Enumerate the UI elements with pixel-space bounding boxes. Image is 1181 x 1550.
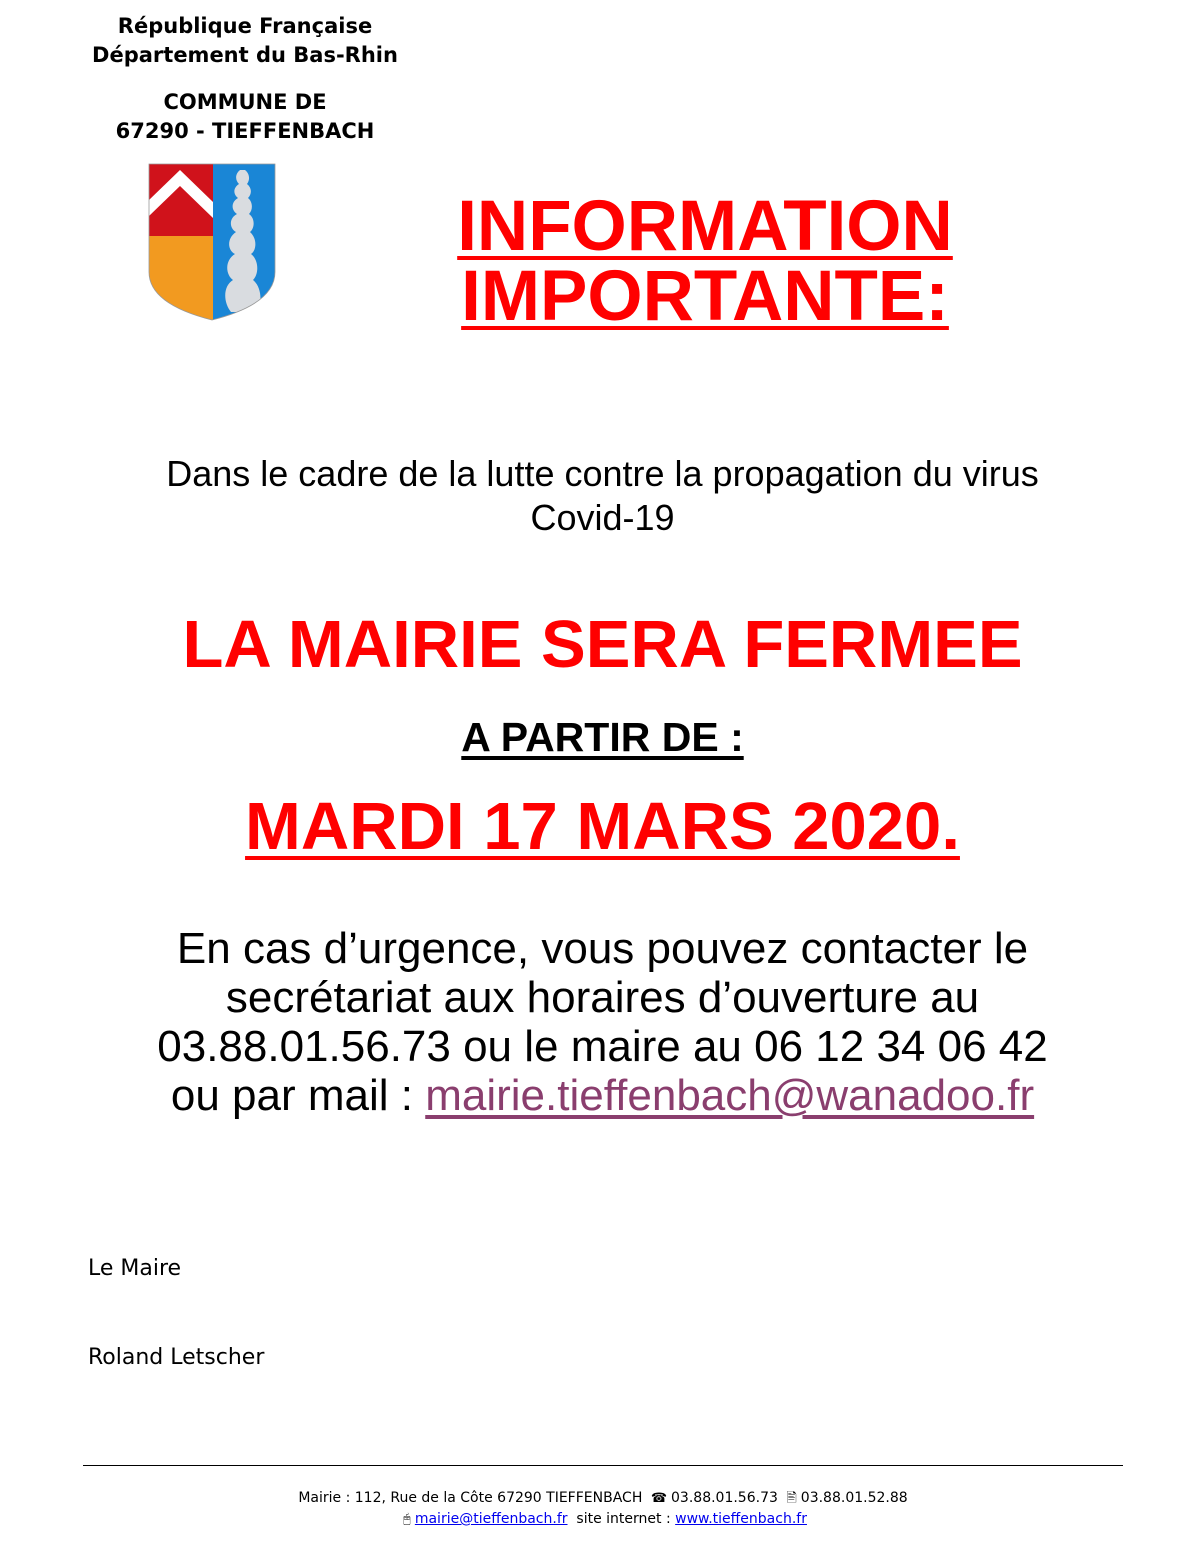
coat-of-arms-icon (147, 162, 277, 322)
contact-line-3: 03.88.01.56.73 ou le maire au 06 12 34 06 42 (157, 1022, 1048, 1071)
footer-line-2 (83, 1509, 1123, 1530)
intro-line-1: Dans le cadre de la lutte contre la propagation du virus (166, 453, 1039, 494)
intro-line-2: Covid-19 (530, 497, 675, 538)
closure-headline: LA MAIRIE SERA FERMEE (182, 607, 1023, 682)
intro-paragraph (60, 452, 1145, 540)
header-republic: République Française (117, 14, 373, 38)
signature-role: Le Maire (88, 1256, 182, 1281)
contact-email-link[interactable]: mairie.tieffenbach@wanadoo.fr (425, 1071, 1035, 1120)
footer-fax: 03.88.01.52.88 (800, 1490, 908, 1506)
header-commune-name: 67290 - TIEFFENBACH (115, 119, 375, 143)
header-commune-label: COMMUNE DE (163, 90, 327, 114)
closure-date (60, 785, 1145, 869)
contact-line-2: secrétariat aux horaires d’ouverture au (225, 973, 980, 1022)
footer-divider (83, 1465, 1123, 1466)
footer-email-link[interactable]: mairie@tieffenbach.fr (414, 1511, 568, 1527)
from-label (60, 712, 1145, 762)
title-line-2: IMPORTANTE: (461, 257, 949, 336)
signature-name: Roland Letscher (88, 1345, 265, 1370)
footer-phone: 03.88.01.56.73 (671, 1490, 778, 1506)
footer-address: Mairie : 112, Rue de la Côte 67290 TIEFFENBACH (298, 1490, 643, 1506)
title-line-1: INFORMATION (457, 187, 953, 266)
contact-paragraph (60, 924, 1145, 1120)
from-label-text: A PARTIR DE : (461, 714, 744, 760)
contact-line-1: En cas d’urgence, vous pouvez contacter le (176, 924, 1029, 973)
header-department: Département du Bas-Rhin (92, 43, 398, 67)
footer-site-label: site internet : (576, 1511, 671, 1527)
phone-icon: ☎ (650, 1491, 668, 1506)
footer (83, 1488, 1123, 1530)
footer-line-1 (83, 1488, 1123, 1509)
issuer-header (60, 12, 430, 146)
contact-mail-prefix: ou par mail : (170, 1071, 426, 1120)
closure-date-text: MARDI 17 MARS 2020. (245, 789, 960, 864)
contact-line-4 (60, 1071, 1145, 1120)
main-title (330, 187, 1080, 336)
header-gap (60, 70, 430, 88)
footer-website-link[interactable]: www.tieffenbach.fr (675, 1511, 807, 1527)
mouse-icon: 🖰 (403, 1512, 411, 1527)
fax-icon: 🖹 (786, 1491, 797, 1506)
